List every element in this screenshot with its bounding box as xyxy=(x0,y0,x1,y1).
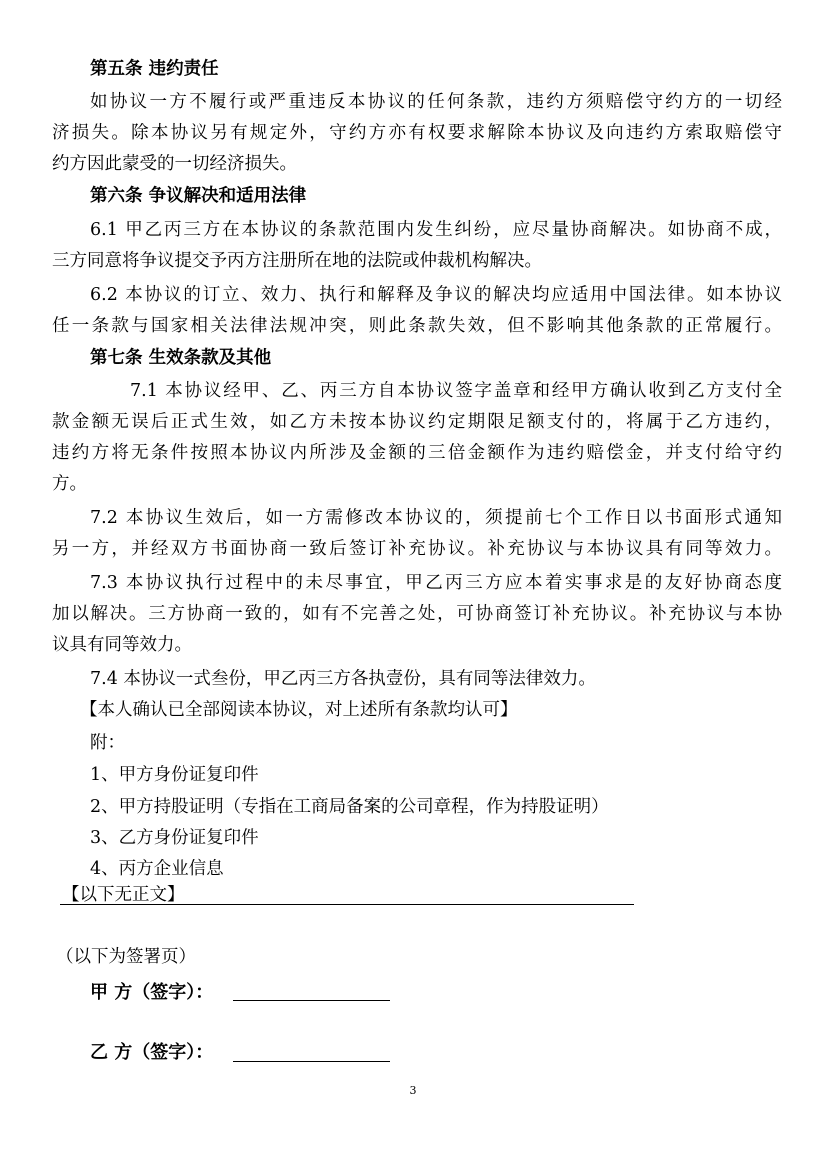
attachment-item: 2、甲方持股证明（专指在工商局备案的公司章程，作为持股证明） xyxy=(90,797,609,817)
no-text-below-marker: 【以下无正文】 xyxy=(62,885,185,905)
article5-line-1: 如协议一方不履行或严重违反本协议的任何条款，违约方须赔偿守约方的一切经 xyxy=(90,92,782,112)
article7-p2-line-2: 另一方，并经双方书面协商一致后签订补充协议。补充协议与本协议具有同等效力。 xyxy=(52,539,782,559)
article5-heading: 第五条 违约责任 xyxy=(90,59,219,79)
attachment-item: 1、甲方身份证复印件 xyxy=(90,765,259,785)
article7-p3-line-2: 加以解决。三方协商一致的，如有不完善之处，可协商签订补充协议。补充协议与本协 xyxy=(52,604,782,624)
party-a-signature-line[interactable] xyxy=(233,1000,390,1001)
article6-p2-line-2: 任一条款与国家相关法律法规冲突，则此条款失效，但不影响其他条款的正常履行。 xyxy=(52,316,782,336)
article7-p2-line-1: 7.2 本协议生效后，如一方需修改本协议的，须提前七个工作日以书面形式通知 xyxy=(90,508,782,528)
confirmation-statement: 【本人确认已全部阅读本协议，对上述所有条款均认可】 xyxy=(80,700,518,720)
signature-page-note: （以下为签署页） xyxy=(56,947,196,967)
party-b-signature-line[interactable] xyxy=(233,1061,390,1062)
page-number: 3 xyxy=(409,1084,417,1097)
party-b-signature-label: 乙 方（签字）： xyxy=(90,1042,214,1063)
article7-p1-line-3: 违约方将无条件按照本协议内所涉及金额的三倍金额作为违约赔偿金，并支付给守约 xyxy=(52,443,782,463)
article7-p1-line-4: 方。 xyxy=(52,474,87,494)
article7-p3-line-1: 7.3 本协议执行过程中的未尽事宜，甲乙丙三方应本着实事求是的友好协商态度 xyxy=(90,573,782,593)
article7-heading: 第七条 生效条款及其他 xyxy=(90,348,272,368)
end-of-text-rule xyxy=(60,904,634,905)
article5-line-3: 约方因此蒙受的一切经济损失。 xyxy=(52,154,297,174)
article6-p1-line-2: 三方同意将争议提交予丙方注册所在地的法院或仲裁机构解决。 xyxy=(52,251,542,271)
article6-p1-line-1: 6.1 甲乙丙三方在本协议的条款范围内发生纠纷，应尽量协商解决。如协商不成， xyxy=(90,220,782,240)
article7-p4: 7.4 本协议一式叁份，甲乙丙三方各执壹份，具有同等法律效力。 xyxy=(90,669,596,689)
article7-p3-line-3: 议具有同等效力。 xyxy=(52,635,192,655)
attachment-item: 3、乙方身份证复印件 xyxy=(90,828,259,848)
article6-p2-line-1: 6.2 本协议的订立、效力、执行和解释及争议的解决均应适用中国法律。如本协议 xyxy=(90,285,782,305)
party-a-signature-label: 甲 方（签字）： xyxy=(90,982,214,1003)
attachments-label: 附： xyxy=(90,733,125,753)
article7-p1-line-2: 款金额无误后正式生效，如乙方未按本协议约定期限足额支付的，将属于乙方违约， xyxy=(52,412,782,432)
article7-p1-line-1: 7.1 本协议经甲、乙、丙三方自本协议签字盖章和经甲方确认收到乙方支付全 xyxy=(130,381,782,401)
attachment-item: 4、丙方企业信息 xyxy=(90,859,224,879)
article5-line-2: 济损失。除本协议另有规定外，守约方亦有权要求解除本协议及向违约方索取赔偿守 xyxy=(52,123,782,143)
article6-heading: 第六条 争议解决和适用法律 xyxy=(90,186,307,206)
